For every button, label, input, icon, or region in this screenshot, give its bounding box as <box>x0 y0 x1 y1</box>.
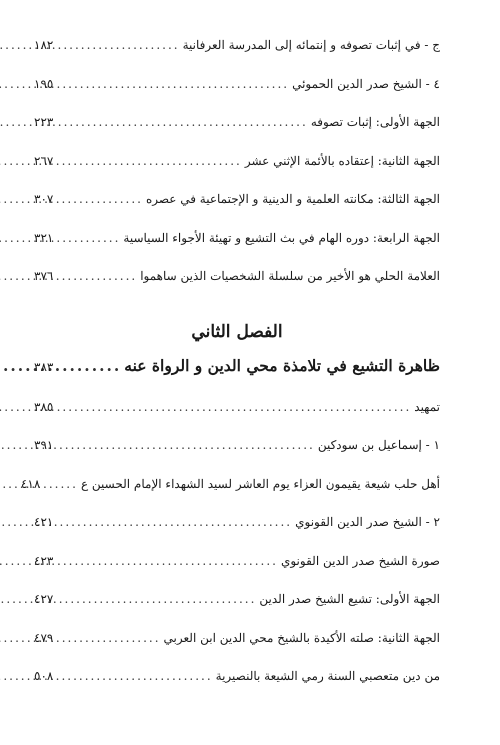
toc-entry <box>34 592 440 631</box>
toc-entry-title: الجهة الثانية: إعتقاده بالأئمة الإثني عشر <box>244 153 440 168</box>
leader-dots <box>71 631 161 645</box>
leader-dots <box>71 554 278 568</box>
toc-entry <box>34 631 440 670</box>
toc-entry-title: ٢ - الشيخ صدر الدين القونوي <box>295 515 440 529</box>
toc-entry-page: ٣٧٦ <box>34 269 54 283</box>
leader-dots <box>71 356 121 375</box>
leader-dots <box>71 515 292 529</box>
toc-entry <box>34 515 440 554</box>
toc-entry-page: ٣٩١ <box>34 438 54 452</box>
section-page: ٣٨٣ <box>34 359 54 374</box>
leader-dots <box>71 669 213 683</box>
toc-entry-page: ٢٢٣ <box>34 115 54 129</box>
toc-entry-title: الجهة الثانية: صلته الأكيدة بالشيخ محي الدين ابن العربي <box>163 630 440 645</box>
toc-entry-page: ٥٠٨ <box>34 669 54 683</box>
leader-dots <box>71 38 180 52</box>
toc-entry-title: ٤ - الشيخ صدر الدين الحموئي <box>292 76 440 91</box>
toc-entry <box>34 192 440 231</box>
toc-entry-title: العلامة الحلي هو الأخير من سلسلة الشخصيات الذين ساهموا <box>140 269 440 283</box>
toc-entry-title: الجهة الأولى: تشيع الشيخ صدر الدين <box>259 592 440 606</box>
leader-dots <box>71 192 143 206</box>
toc-entry-title: ج - في إثبات تصوفه و إنتمائه إلى المدرسة العرفانية <box>182 38 440 52</box>
toc-entry-title: أهل حلب شيعة يقيمون العزاء يوم العاشر لسيد الشهداء الإمام الحسين ع <box>80 476 440 491</box>
toc-entry <box>34 400 440 439</box>
toc-entry-page: ٢٦٧ <box>34 153 54 168</box>
toc-entry-page: ٣٠٧ <box>34 192 54 206</box>
section-heading <box>34 356 440 400</box>
leader-dots <box>71 115 308 129</box>
leader-dots <box>71 154 242 168</box>
toc-entry-title: تمهيد <box>414 399 440 414</box>
toc-entry-page: ٤٢٣ <box>34 553 54 568</box>
toc-entry-page: ٤١٨ <box>20 476 41 491</box>
toc-entry-page: ٤٧٩ <box>34 630 54 645</box>
toc-entry <box>34 77 440 116</box>
toc-entry-page: ١٩٥ <box>34 76 54 91</box>
table-of-contents <box>20 38 440 708</box>
toc-entry-page: ٣٨٥ <box>34 399 54 414</box>
toc-entry-page: ٤٢١ <box>34 515 54 529</box>
toc-entry-title: صورة الشيخ صدر الدين القونوي <box>280 553 440 568</box>
toc-entry-page: ٣٢١ <box>34 230 54 245</box>
leader-dots <box>58 477 78 491</box>
toc-entry <box>34 438 440 477</box>
chapter-heading: الفصل الثاني <box>191 321 283 342</box>
leader-dots <box>71 400 411 414</box>
toc-entry <box>34 269 440 308</box>
toc-entry-title: الجهة الأولى: إثبات تصوفه <box>310 115 440 129</box>
toc-entry-page: ٤٢٧ <box>34 592 54 606</box>
toc-entry <box>34 231 440 270</box>
leader-dots <box>71 231 120 245</box>
toc-entry <box>34 38 440 77</box>
toc-entry <box>34 554 440 593</box>
section-title: ظاهرة التشيع في تلامذة محي الدين و الرواة عنه <box>124 355 440 375</box>
leader-dots <box>71 269 137 283</box>
toc-entry <box>34 115 440 154</box>
toc-entry-page: ١٨٢ <box>34 38 54 52</box>
toc-entry-title: الجهة الرابعة: دوره الهام في بث التشيع و تهيئة الأجواء السياسية <box>123 230 440 245</box>
toc-entry <box>34 669 440 708</box>
toc-entry-title: الجهة الثالثة: مكانته العلمية و الدينية و الإجتماعية في عصره <box>145 192 440 206</box>
toc-entry-title: من دين متعصبي السنة رمي الشيعة بالنصيرية <box>215 669 440 683</box>
toc-entry <box>20 476 440 516</box>
toc-entry-title: ١ - إسماعيل بن سودكين <box>317 438 440 452</box>
leader-dots <box>71 592 256 606</box>
leader-dots <box>71 438 315 452</box>
leader-dots <box>71 77 289 91</box>
toc-entry <box>34 154 440 193</box>
